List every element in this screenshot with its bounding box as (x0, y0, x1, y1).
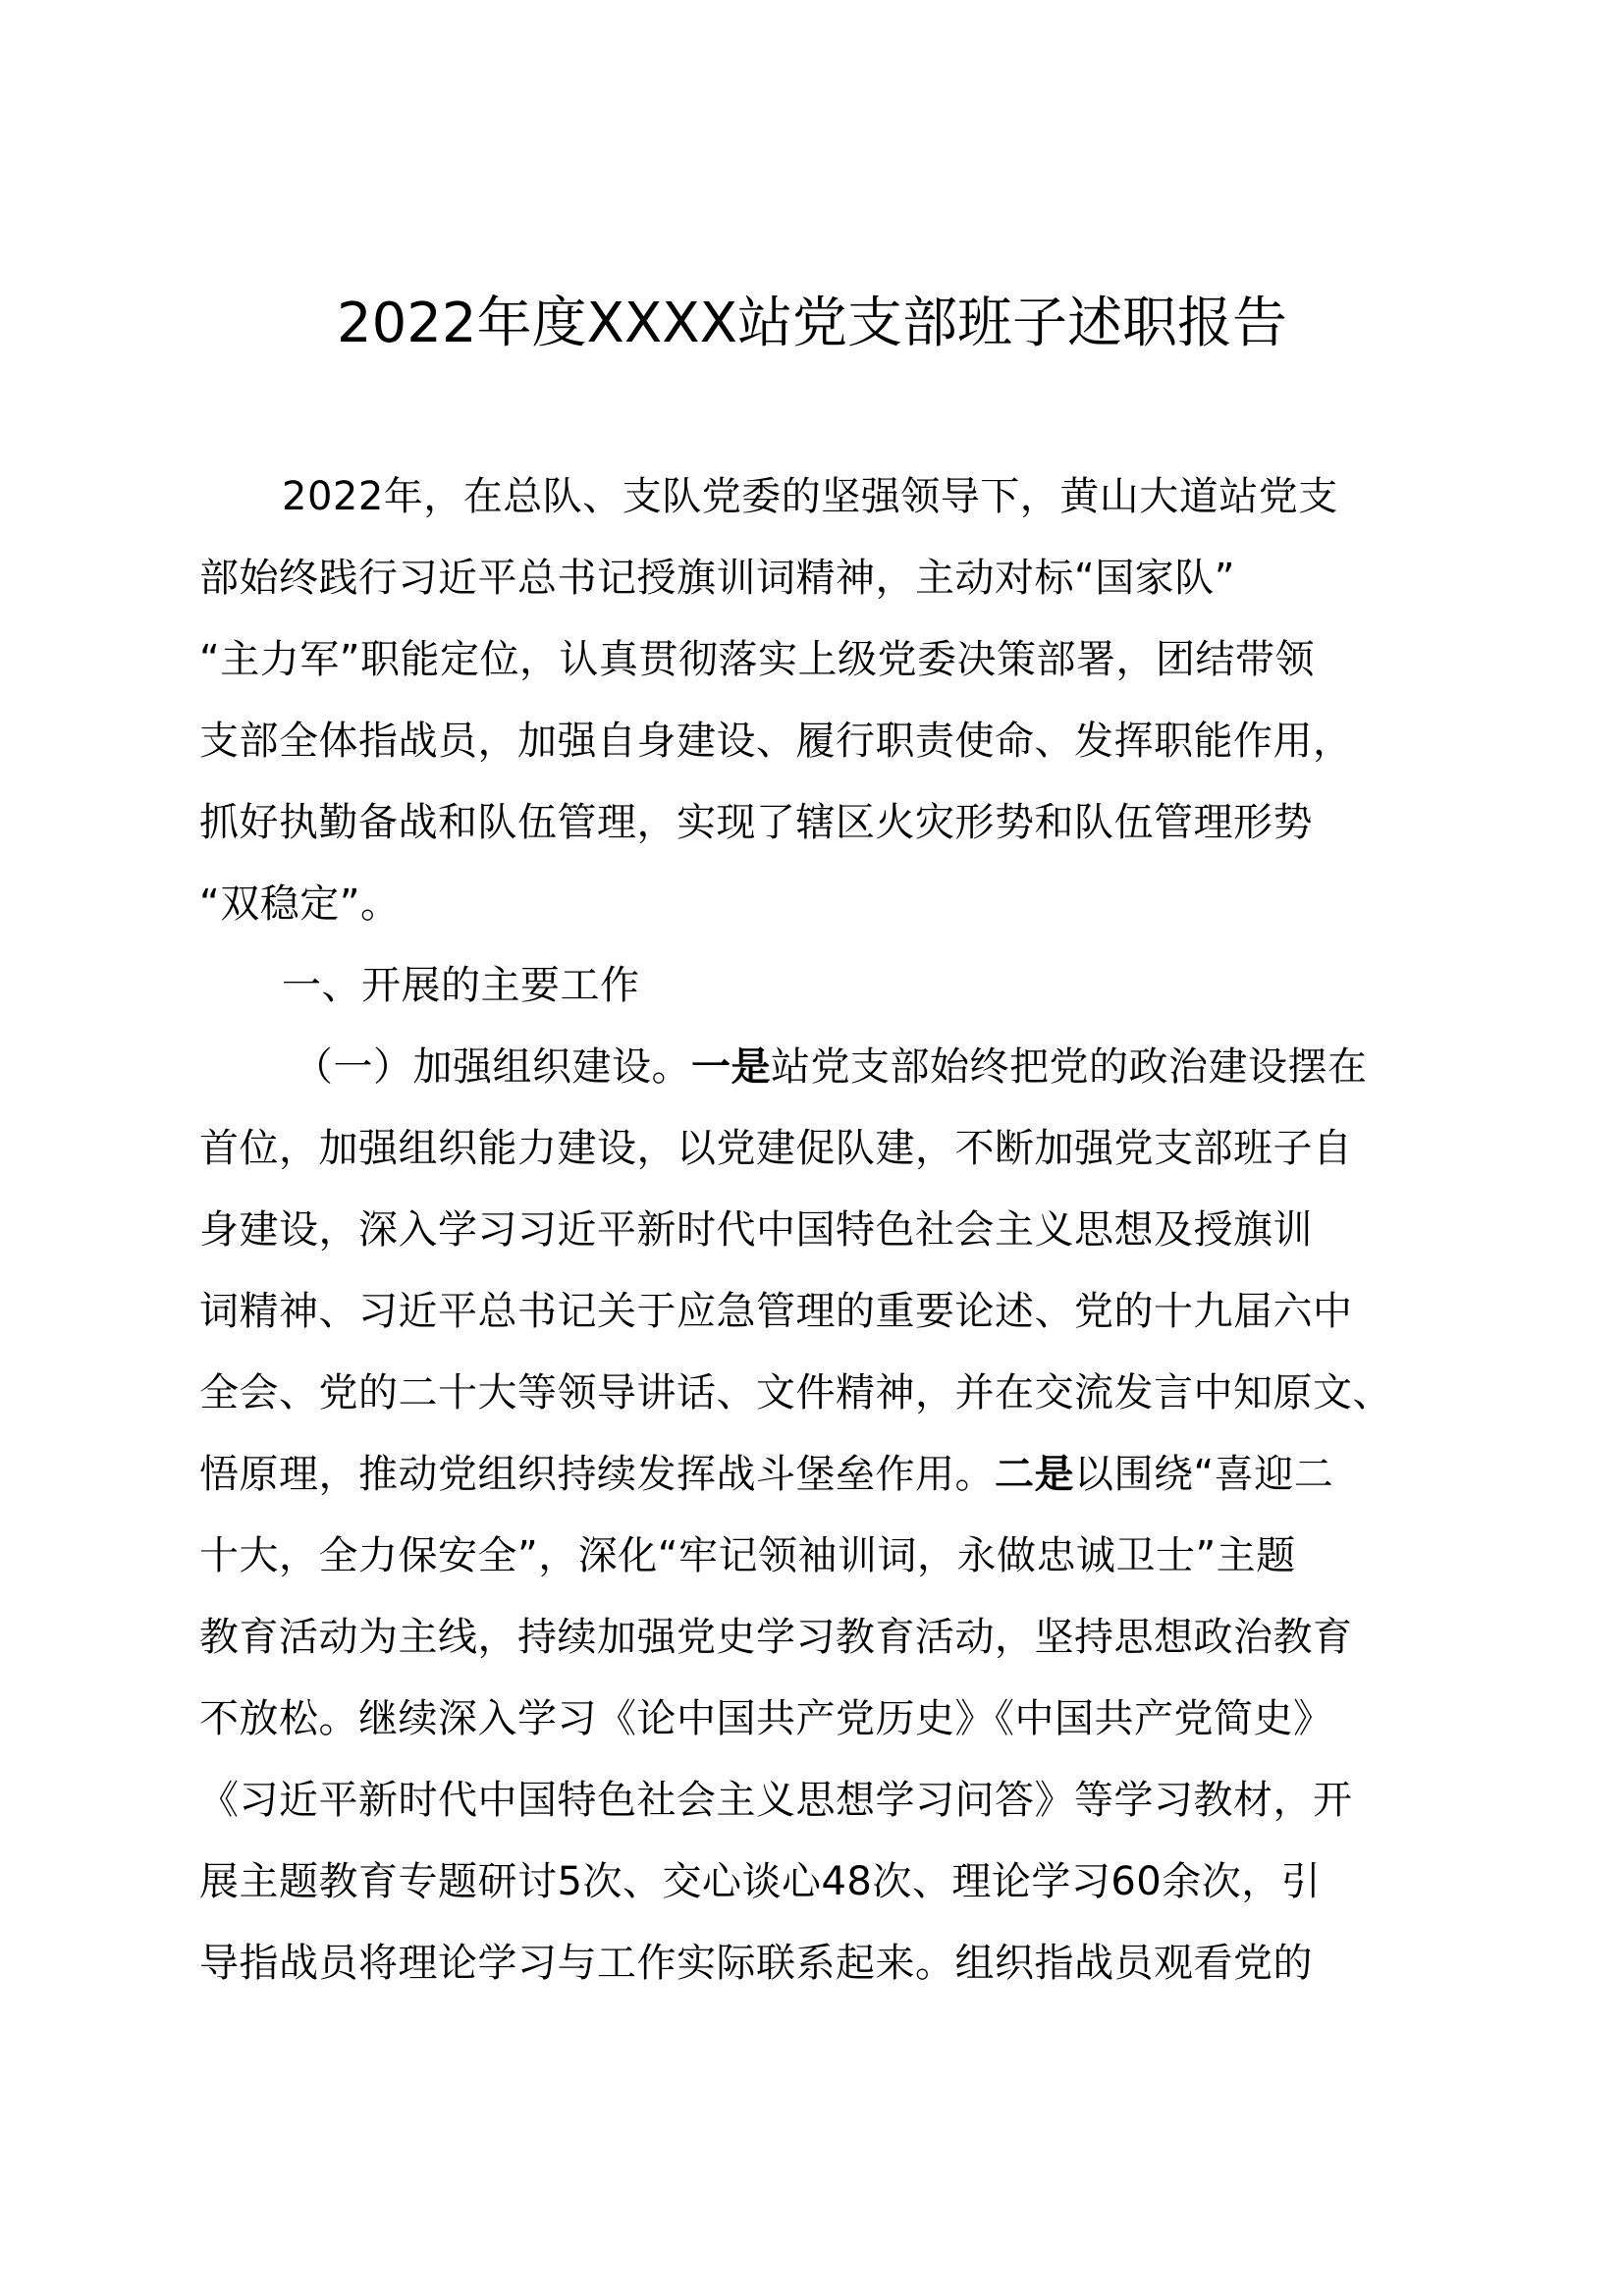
document-body (199, 471, 1446, 2019)
line-text: 2022年，在总队、支队党委的坚强领导下，黄山大道站党支 (282, 474, 1338, 519)
line-text: 十大，全力保安全”，深化“牢记领袖训词，永做忠诚卫士”主题 (199, 1533, 1296, 1578)
line-text: 展主题教育专题研讨5次、交心谈心48次、理论学习60余次，引 (199, 1859, 1322, 1904)
line-text: 悟原理，推动党组织持续发挥战斗堡垒作用。 (199, 1452, 995, 1497)
body-line-3 (199, 634, 1446, 716)
body-line-4 (199, 716, 1446, 797)
line-text: 词精神、习近平总书记关于应急管理的重要论述、党的十九届六中 (199, 1289, 1353, 1334)
line-text: 首位，加强组织能力建设，以党建促队建，不断加强党支部班子自 (199, 1126, 1353, 1171)
body-line-1 (199, 471, 1446, 553)
line-text: 全会、党的二十大等领导讲话、文件精神，并在交流发言中知原文、 (199, 1370, 1392, 1415)
bold-marker: 一是 (691, 1044, 771, 1090)
body-line-16 (199, 1693, 1446, 1775)
document-title: 2022年度XXXX站党支部班子述职报告 (337, 292, 1287, 355)
section-heading-1 (199, 960, 1446, 1041)
section-heading-text: 一、开展的主要工作 (282, 963, 640, 1008)
line-text: 站党支部始终把党的政治建设摆在 (771, 1044, 1368, 1090)
line-text: “主力军”职能定位，认真贯彻落实上级党委决策部署，团结带领 (199, 637, 1315, 682)
body-line-11 (199, 1286, 1446, 1367)
line-text: 教育活动为主线，持续加强党史学习教育活动，坚持思想政治教育 (199, 1615, 1353, 1660)
line-text: 支部全体指战员，加强自身建设、履行职责使命、发挥职能作用， (199, 719, 1353, 764)
body-line-15 (199, 1612, 1446, 1693)
body-line-19 (199, 1938, 1446, 2019)
line-text: 抓好执勤备战和队伍管理，实现了辖区火灾形势和队伍管理形势 (199, 800, 1313, 845)
line-text: 《习近平新时代中国特色社会主义思想学习问答》等学习教材，开 (199, 1778, 1353, 1823)
body-line-6 (199, 879, 1446, 960)
body-line-2 (199, 553, 1446, 634)
subsection-heading-1 (199, 1041, 1446, 1123)
body-line-9 (199, 1123, 1446, 1204)
body-line-12 (199, 1367, 1446, 1449)
body-line-10 (199, 1204, 1446, 1286)
body-line-18 (199, 1856, 1446, 1938)
line-text: 导指战员将理论学习与工作实际联系起来。组织指战员观看党的 (199, 1941, 1313, 1986)
body-line-14 (199, 1530, 1446, 1612)
line-text: 不放松。继续深入学习《论中国共产党历史》《中国共产党简史》 (199, 1696, 1333, 1741)
line-text: 身建设，深入学习习近平新时代中国特色社会主义思想及授旗训 (199, 1207, 1313, 1253)
line-text: 部始终践行习近平总书记授旗训词精神，主动对标“国家队” (199, 556, 1235, 601)
body-line-17 (199, 1775, 1446, 1856)
line-text: “双稳定”。 (199, 881, 401, 927)
subsection-heading-text: （一）加强组织建设。 (294, 1044, 691, 1090)
body-line-13 (199, 1449, 1446, 1530)
body-line-5 (199, 797, 1446, 879)
line-text: 以围绕“喜迎二 (1074, 1452, 1334, 1497)
bold-marker: 二是 (995, 1452, 1074, 1497)
